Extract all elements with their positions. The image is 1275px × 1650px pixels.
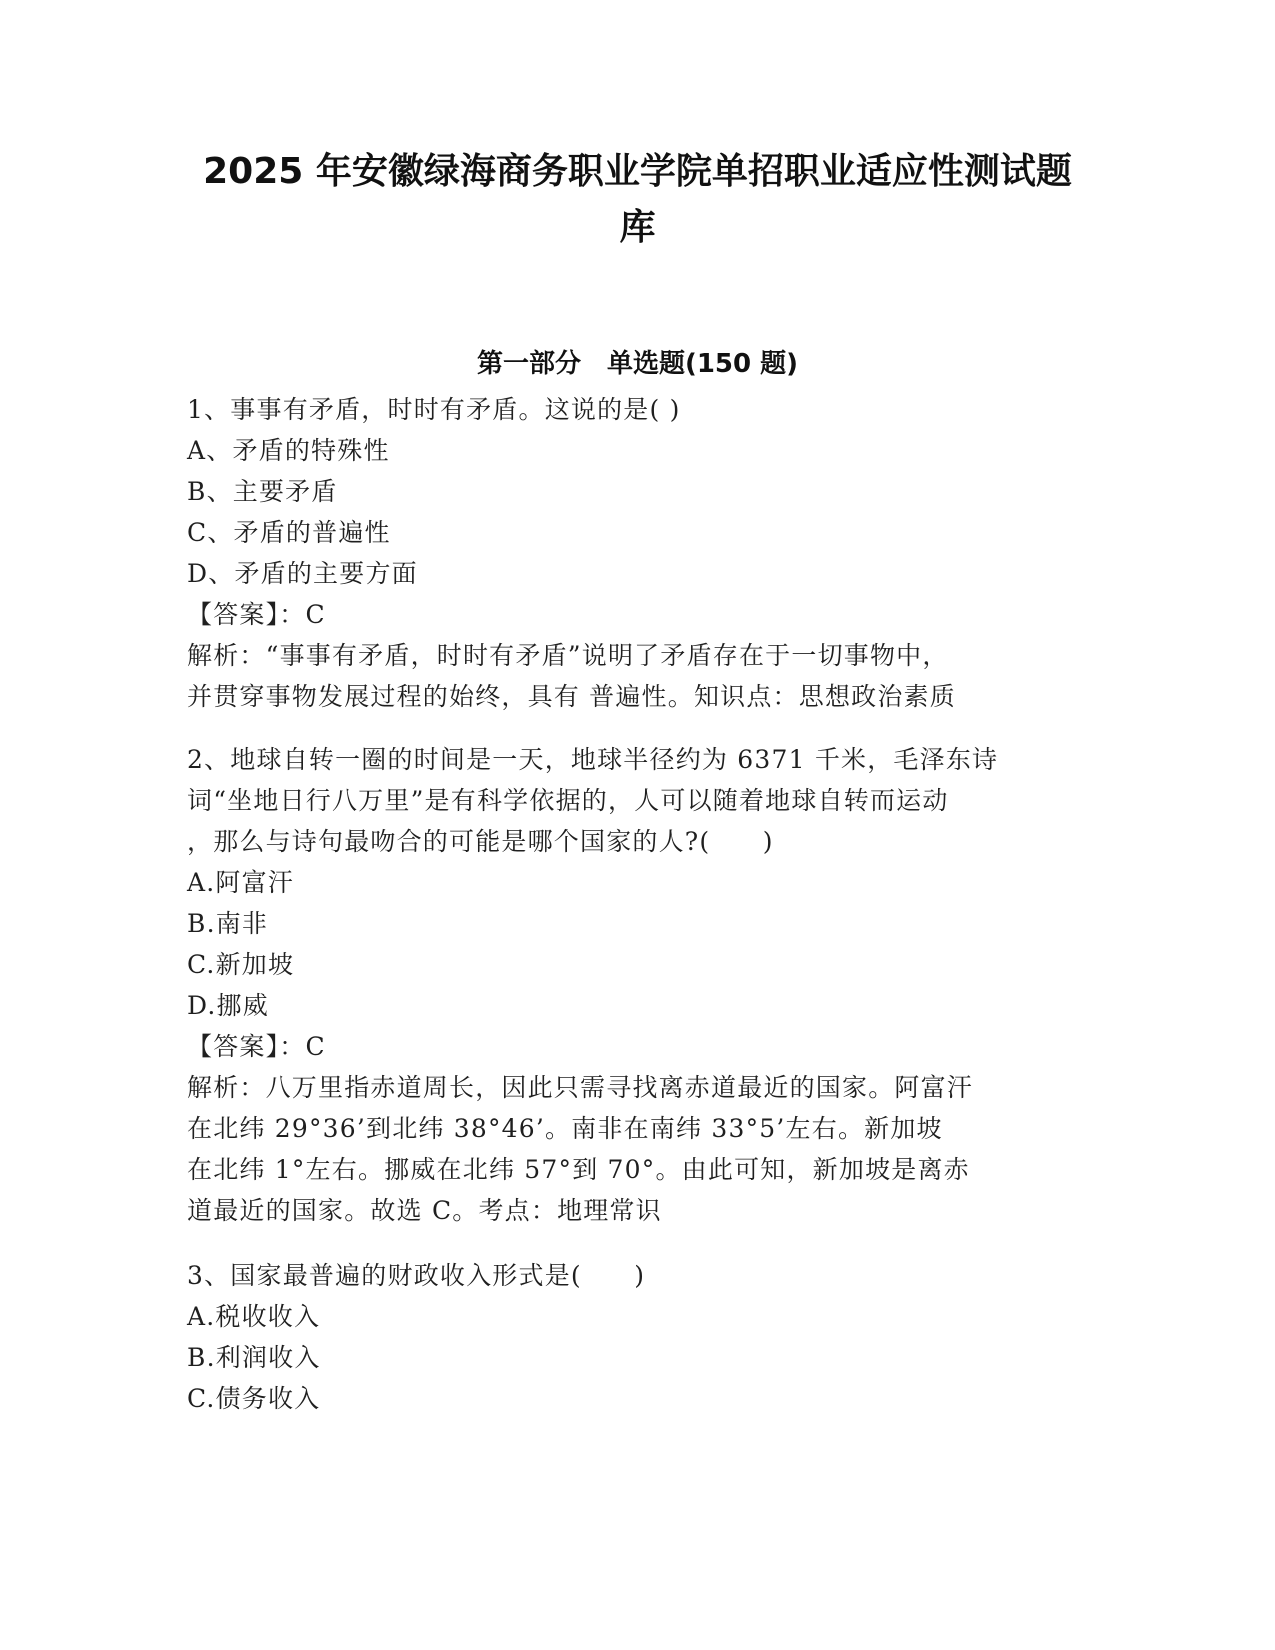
question-3-option-a: A.税收收入	[187, 1302, 321, 1331]
question-1-option-b: B、主要矛盾	[187, 477, 338, 506]
question-2-stem-line-2: 词“坐地日行八万里”是有科学依据的，人可以随着地球自转而运动	[187, 786, 949, 815]
question-1-option-d: D、矛盾的主要方面	[187, 559, 418, 588]
question-1-analysis-line-2: 并贯穿事物发展过程的始终，具有 普遍性。知识点：思想政治素质	[187, 682, 956, 711]
question-2-option-d: D.挪威	[187, 991, 269, 1020]
question-1-option-c: C、矛盾的普遍性	[187, 518, 391, 547]
question-2-analysis-line-2: 在北纬 29°36’到北纬 38°46’。南非在南纬 33°5’左右。新加坡	[187, 1114, 943, 1143]
question-3-option-b: B.利润收入	[187, 1343, 321, 1372]
question-3-stem: 3、国家最普遍的财政收入形式是( )	[187, 1261, 646, 1290]
section-heading: 第一部分 单选题(150 题)	[476, 349, 799, 379]
question-2-stem-line-3: ，那么与诗句最吻合的可能是哪个国家的人?( )	[187, 827, 774, 856]
document-title-line-1: 2025 年安徽绿海商务职业学院单招职业适应性测试题	[203, 151, 1072, 192]
question-2-option-c: C.新加坡	[187, 950, 295, 979]
question-2-option-a: A.阿富汗	[187, 868, 295, 897]
question-1-answer: 【答案】：C	[187, 600, 326, 629]
question-2-stem-line-1: 2、地球自转一圈的时间是一天，地球半径约为 6371 千米，毛泽东诗	[187, 745, 999, 774]
question-2-option-b: B.南非	[187, 909, 269, 938]
question-1-option-a: A、矛盾的特殊性	[187, 436, 390, 465]
question-2-analysis-line-4: 道最近的国家。故选 C。考点：地理常识	[187, 1196, 662, 1225]
question-1-analysis-line-1: 解析：“事事有矛盾，时时有矛盾”说明了矛盾存在于一切事物中，	[187, 641, 949, 670]
question-2-analysis-line-1: 解析：八万里指赤道周长，因此只需寻找离赤道最近的国家。阿富汗	[187, 1073, 974, 1102]
question-2-answer: 【答案】：C	[187, 1032, 326, 1061]
question-3-option-c: C.债务收入	[187, 1384, 321, 1413]
question-2-analysis-line-3: 在北纬 1°左右。挪威在北纬 57°到 70°。由此可知，新加坡是离赤	[187, 1155, 970, 1184]
document-title-line-2: 库	[619, 207, 656, 248]
question-1-stem: 1、事事有矛盾，时时有矛盾。这说的是( )	[187, 395, 681, 424]
